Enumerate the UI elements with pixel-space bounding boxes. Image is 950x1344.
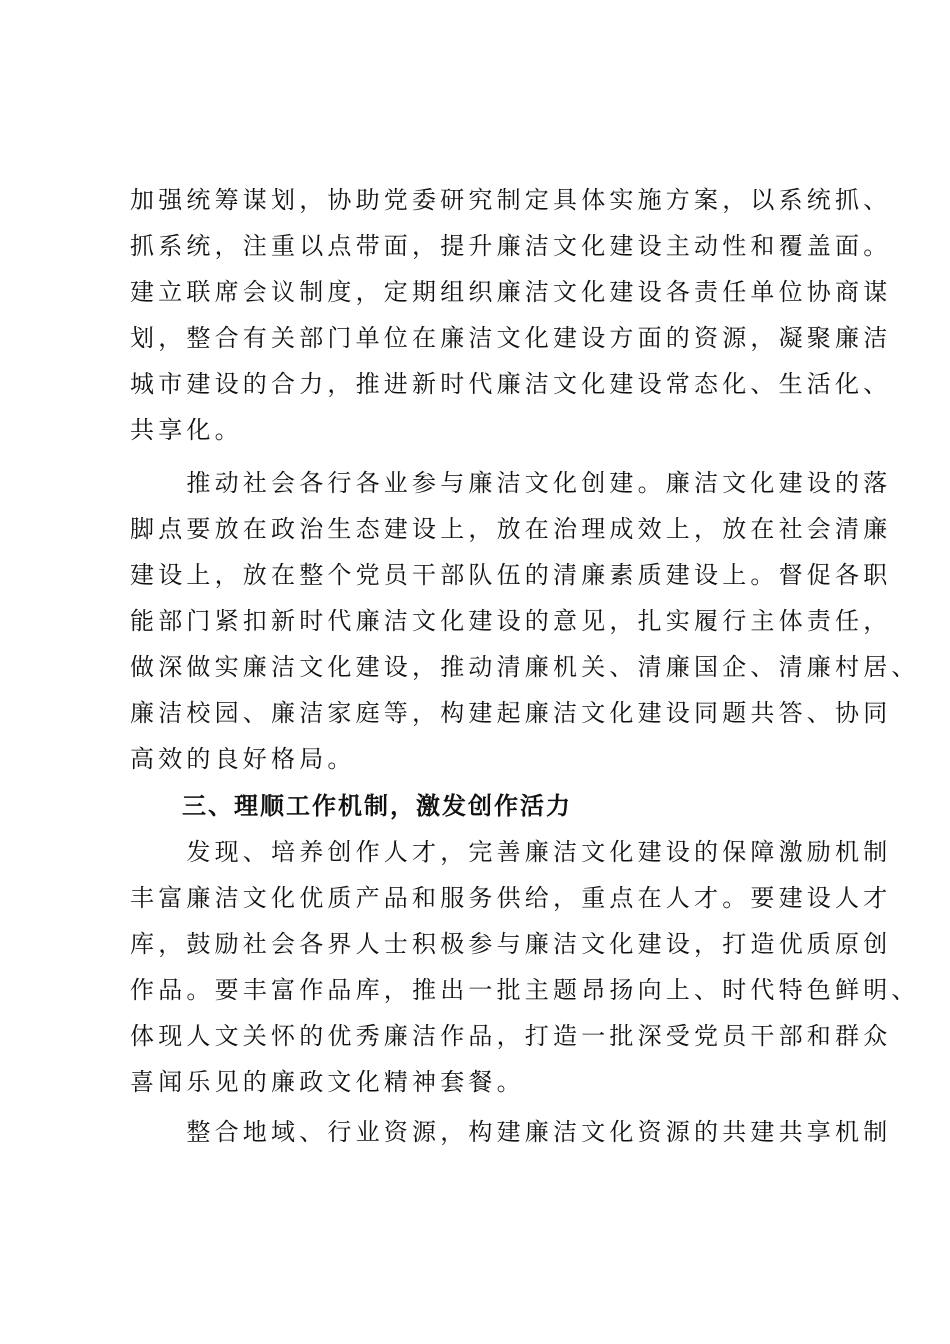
- paragraph-2-line: 能部门紧扣新时代廉洁文化建设的意见，扎实履行主体责任，: [130, 607, 892, 635]
- paragraph-3-line: 库，鼓励社会各界人士积极参与廉洁文化建设，打造优质原创: [130, 930, 892, 958]
- paragraph-1: [130, 177, 892, 453]
- paragraph-2-line: 做深做实廉洁文化建设，推动清廉机关、清廉国企、清廉村居、: [130, 653, 920, 681]
- paragraph-1-line: 抓系统，注重以点带面，提升廉洁文化建设主动性和覆盖面。: [130, 232, 892, 260]
- paragraph-4-line: 整合地域、行业资源，构建廉洁文化资源的共建共享机制: [130, 1118, 892, 1146]
- paragraph-1-line: 加强统筹谋划，协助党委研究制定具体实施方案，以系统抓、: [130, 186, 892, 214]
- paragraph-2-line: 高效的良好格局。: [130, 745, 356, 773]
- section-heading-block: [130, 783, 830, 829]
- paragraph-2-line: 推动社会各行各业参与廉洁文化创建。廉洁文化建设的落: [130, 469, 892, 497]
- paragraph-2-line: 建设上，放在整个党员干部队伍的清廉素质建设上。督促各职: [130, 561, 892, 589]
- paragraph-1-line: 建立联席会议制度，定期组织廉洁文化建设各责任单位协商谋: [130, 278, 892, 306]
- paragraph-3-line: 喜闻乐见的廉政文化精神套餐。: [130, 1068, 525, 1096]
- paragraph-3-line: 体现人文关怀的优秀廉洁作品，打造一批深受党员干部和群众: [130, 1022, 892, 1050]
- paragraph-2-line: 廉洁校园、廉洁家庭等，构建起廉洁文化建设同题共答、协同: [130, 699, 892, 727]
- section-heading: 三、理顺工作机制，激发创作活力: [130, 792, 572, 820]
- paragraph-1-line: 城市建设的合力，推进新时代廉洁文化建设常态化、生活化、: [130, 370, 892, 398]
- paragraph-2: [130, 460, 920, 782]
- paragraph-3-line: 作品。要丰富作品库，推出一批主题昂扬向上、时代特色鲜明、: [130, 976, 920, 1004]
- paragraph-3: [130, 829, 920, 1105]
- paragraph-3-line: 发现、培养创作人才，完善廉洁文化建设的保障激励机制: [130, 838, 892, 866]
- paragraph-4: [130, 1109, 892, 1155]
- paragraph-1-line: 共享化。: [130, 416, 243, 444]
- paragraph-3-line: 丰富廉洁文化优质产品和服务供给，重点在人才。要建设人才: [130, 884, 892, 912]
- paragraph-2-line: 脚点要放在政治生态建设上，放在治理成效上，放在社会清廉: [130, 515, 892, 543]
- paragraph-1-line: 划，整合有关部门单位在廉洁文化建设方面的资源，凝聚廉洁: [130, 324, 892, 352]
